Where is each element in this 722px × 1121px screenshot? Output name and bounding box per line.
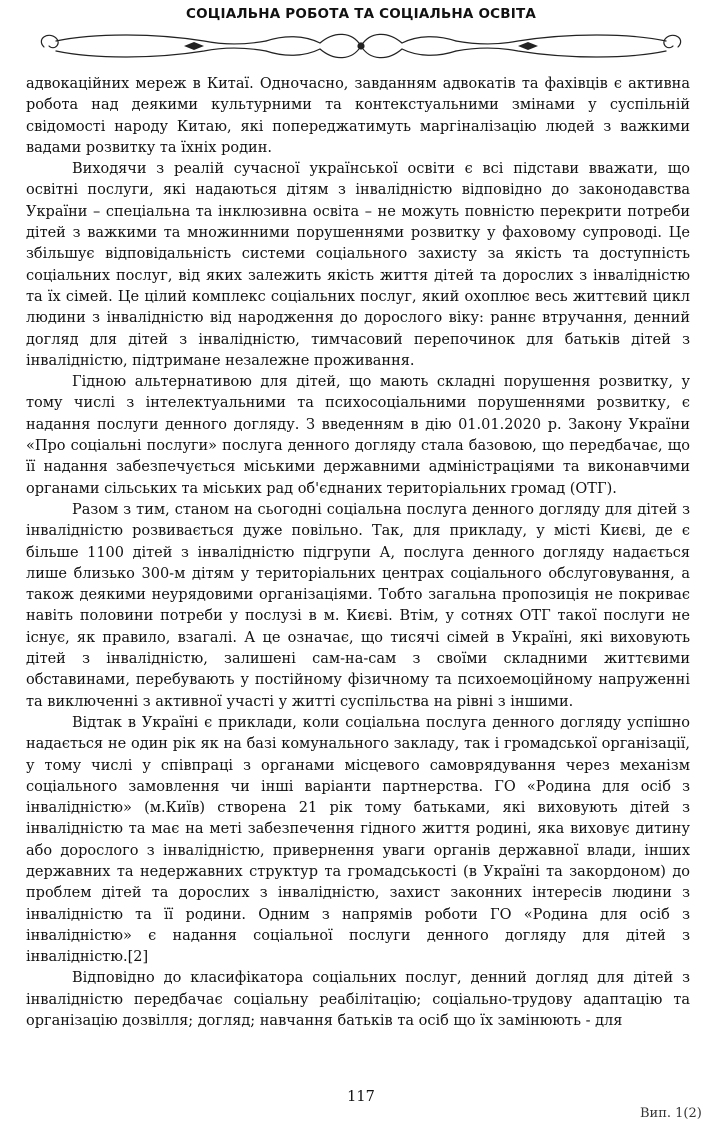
decorative-divider <box>34 29 688 63</box>
running-title: СОЦІАЛЬНА РОБОТА ТА СОЦІАЛЬНА ОСВІТА <box>185 6 537 22</box>
paragraph: Виходячи з реалій сучасної української освіти є всі підстави вважати, що освітні послуги, які надаються дітям з інвалідністю відповідно до законодавства України – спеціальна та інклюзивна освіта – не можуть повністю перекрити потреби дітей з важкими та множинними порушеннями розвитку у фаховому супроводі. Це збільшує відповідальність системи соціального захисту за якість та доступність соціальних послуг, від яких залежить якість життя дітей та дорослих з інвалідністю та їх сімей. Це цілий комплекс соціальних послуг, який охоплює весь життєвий цикл людини з інвалідністю від народження до дорослого віку: раннє втручання, денний догляд для дітей з інвалідністю, тимчасовий перепочинок для батьків дітей з інвалідністю, підтримане незалежне проживання. <box>26 161 690 369</box>
paragraph: Відтак в Україні є приклади, коли соціальна послуга денного догляду успішно надається не один рік як на базі комунального закладу, так і громадської організації, у тому числі у співпраці з органами місцевого самоврядування через механізм соціального замовлення чи інші варіанти партнерства. ГО «Родина для осіб з інвалідністю» (м.Київ) створена 21 рік тому батьками, які виховують дітей з інвалідністю та має на меті забезпечення гідного життя родині, яка виховує дитину або дорослого з інвалідністю, привернення уваги органів державної влади, інших державних та недержавних структур та громадськості (в Україні та закордоном) до проблем дітей та дорослих з інвалідністю, захист законних інтересів людини з інвалідністю та її родини. Одним з напрямів роботи ГО «Родина для осіб з інвалідністю» є надання соціальної послуги денного догляду для дітей з інвалідністю.[2] <box>26 714 690 966</box>
paragraph: адвокаційних мереж в Китаї. Одночасно, завданням адвокатів та фахівців є активна робота над деякими культурними та контекстуальними змінами у суспільній свідомості народу Китаю, які попереджатимуть маргіналізацію людей з важкими вадами розвитку та їхніх родин. <box>26 76 690 156</box>
paragraph: Гідною альтернативою для дітей, що мають складні порушення розвитку, у тому числі з інтелектуальними та психосоціальними порушеннями розвитку, є надання послуги денного догляду. З введенням в дію 01.01.2020 р. Закону України «Про соціальні послуги» послуга денного догляду стала базовою, що передбачає, що її надання забезпечується міськими державними адміністраціями та виконавчими органами сільських та міських рад об'єднаних територіальних громад (ОТГ). <box>26 374 690 497</box>
body-text <box>26 74 690 1032</box>
paragraph: Відповідно до класифікатора соціальних послуг, денний догляд для дітей з інвалідністю передбачає соціальну реабілітацію; соціально-трудову адаптацію та організацію дозвілля; догляд; навчання батьків та осіб що їх замінюють - для <box>26 970 690 1030</box>
issue-mark: Вип. 1(2) <box>640 1106 702 1121</box>
page-number: 117 <box>347 1089 375 1105</box>
paragraph: Разом з тим, станом на сьогодні соціальна послуга денного догляду для дітей з інвалідністю розвивається дуже повільно. Так, для прикладу, у місті Києві, де є більше 1100 дітей з інвалідністю підгрупи А, послуга денного догляду надається лише близько 300-м дітям у територіальних центрах соціального обслуговування, а також деякими неурядовими організаціями. Тобто загальна пропозиція не покриває навіть половини потреби у послузі в м. Києві. Втім, у сотнях ОТГ такої послуги не існує, як правило, взагалі. А це означає, що тисячі сімей в Україні, які виховують дітей з інвалідністю, залишені сам-на-сам з своїми складними життєвими обставинами, перебувають у постійному фізичному та психоемоційному напруженні та виключенні з активної участі у житті суспільства на рівні з іншими. <box>26 501 690 710</box>
